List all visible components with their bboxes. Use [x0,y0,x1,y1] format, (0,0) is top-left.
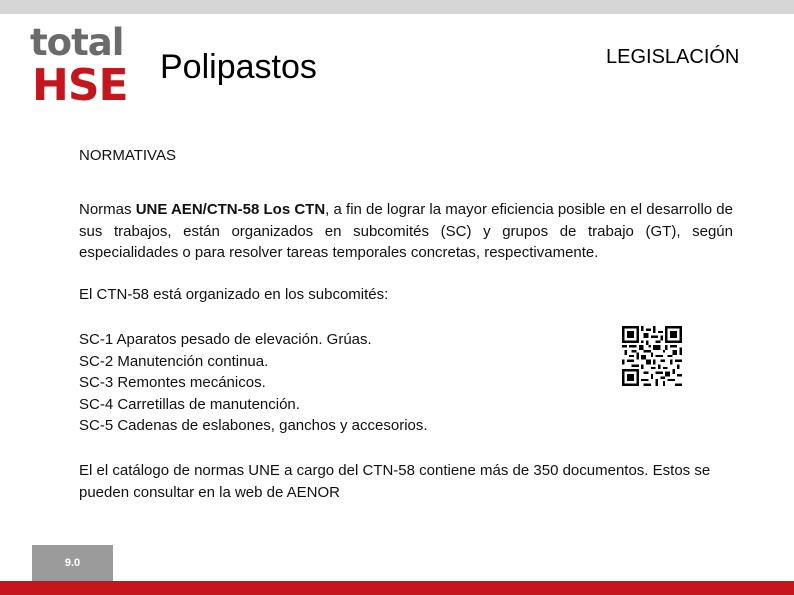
list-item: SC-2 Manutención continua. [79,352,269,370]
paragraph-rest: , a fin de lograr la mayor eficiencia posible en el desarrollo de sus trabajos, están organizados en subcomités (SC) y grupos de trabajo (GT), según especialidades o para resolver tareas temporales concretas, respectivamente. [79,201,733,261]
paragraph-bold: UNE AEN/CTN-58 Los CTN [135,201,326,218]
content-heading: NORMATIVAS [79,147,176,164]
subcommittees-intro: El CTN-58 está organizado en los subcomités: [79,286,389,303]
logo-text-hse: HSE [32,60,128,111]
normas-paragraph [79,199,733,264]
closing-paragraph: El el catálogo de normas UNE a cargo del CTN-58 contiene más de 350 documentos. Estos se pueden consultar en la web de AENOR [79,462,711,501]
list-item: SC-4 Carretillas de manutención. [79,395,300,413]
logo-text-total: total [30,21,124,64]
bottom-bar [0,581,794,595]
page-number-badge [32,545,113,581]
list-item: SC-1 Aparatos pesado de elevación. Grúas. [79,331,372,348]
section-label: LEGISLACIÓN [606,46,740,68]
page-title: Polipastos [160,48,317,86]
page-number: 9.0 [64,557,81,569]
paragraph-prefix: Normas [79,201,136,218]
list-item: SC-3 Remontes mecánicos. [79,374,266,391]
list-item: SC-5 Cadenas de eslabones, ganchos y accesorios. [79,417,428,434]
total-hse-logo [28,21,128,111]
top-bar [0,0,794,14]
subcommittee-list [79,329,428,437]
qr-code-icon [622,326,682,386]
